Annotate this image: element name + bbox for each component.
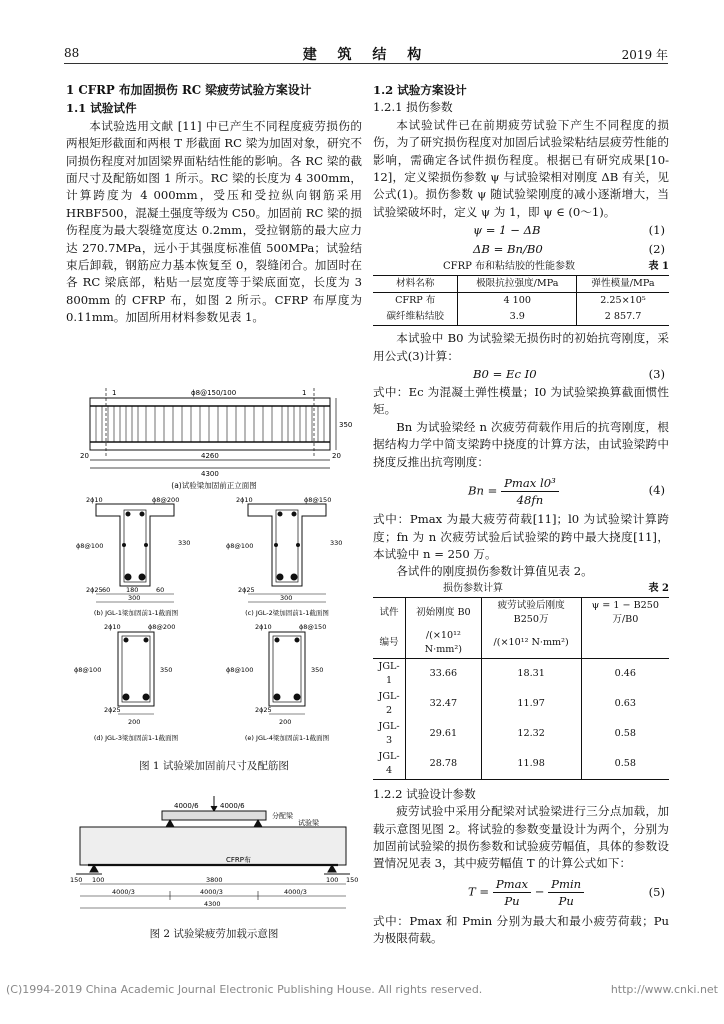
table-title: CFRP 布和粘结胶的性能参数: [443, 261, 576, 273]
dim-label: 350: [311, 666, 324, 674]
paragraph: 本试验选用文献 [11] 中已产生不同程度疲劳损伤的两根矩形截面和两根 T 形截面 RC 梁为加固对象，研究不同损伤程度对加固梁界面粘结性能的影响。各 RC 梁的截面尺寸及配筋如图 1 所示。RC 梁的长度为 4 300mm，计算跨度为 4 000mm，受压和受拉纵向钢筋采用 HRBF500，混凝土强度等级为 C50。加固前 RC 梁的损伤程度为最大裂缝宽度达 0.2mm，受拉钢筋的最大应力达 270.7MPa，远小于其强度标准值 500MPa；试验结束后卸载，钢筋应力基本恢复至 0，裂缝闭合。加固时在各 RC 梁底部，粘贴一层宽度等于梁底面宽，长度为 3 800mm 的 CFRP 布，如图 2 所示。CFRP 布厚度为 0.11mm。加固所用材料参数见表 1。: [66, 118, 362, 325]
dim-label: 200: [279, 718, 292, 726]
running-header: [64, 44, 668, 64]
operator: −: [534, 884, 545, 899]
table-header: 材料名称: [373, 276, 458, 293]
denominator: 48fn: [516, 492, 544, 507]
equation-2: [373, 240, 669, 259]
table-number: 表 2: [648, 582, 669, 594]
paragraph: Bn 为试验梁经 n 次疲劳荷载作用后的抗弯刚度，根据结构力学中简支梁跨中挠度的计算方法，由试验梁跨中挠度反推出抗弯刚度：: [373, 419, 669, 469]
table-row: JGL-3 29.61 12.32 0.58: [373, 719, 669, 749]
dim-label: 4000/3: [284, 888, 307, 896]
equation-number: (3): [648, 367, 665, 382]
beam-label: 分配梁: [272, 812, 293, 820]
subsubsection-heading: 1.2.2 试验设计参数: [373, 786, 476, 801]
dim-label: 20: [80, 452, 89, 460]
section-heading: 1 CFRP 布加固损伤 RC 梁疲劳试验方案设计: [66, 83, 312, 97]
subsection-heading: 1.1 试验试件: [66, 101, 137, 116]
numerator: Pmax l0³: [501, 475, 559, 492]
fraction: $\frac{Pmin}{Pu}$: [548, 876, 584, 909]
equation-body: ψ = 1 − ΔB: [473, 223, 541, 238]
dim-label: 100: [92, 876, 105, 884]
dim-label: 3800: [206, 876, 223, 884]
dim-label: 350: [339, 421, 353, 429]
dim-label: 60: [102, 586, 111, 594]
dim-label: 100: [326, 876, 339, 884]
paragraph: 本试验试件已在前期疲劳试验下产生不同程度的损伤，为了研究损伤程度对加固后试验梁粘结层疲劳性能的影响，需确定各试件损伤程度。根据已有研究成果[10-12]，定义梁损伤参数 ψ 与试验梁相对刚度 ΔB 有关，见公式(1)。损伤参数 ψ 随试验梁刚度的减小逐渐增大，当试验梁破坏时，定义 ψ 为 1，即 ψ ∈ (0～1)。: [373, 117, 669, 219]
bar-label: 2ϕ25: [86, 586, 103, 594]
page-number: 88: [64, 46, 80, 60]
table-1-title: [373, 259, 669, 275]
stirrup-label: ϕ8@200: [148, 623, 176, 631]
section-e: [269, 632, 305, 714]
subfig-caption: (b) JGL-1梁加固前1-1截面图: [93, 609, 179, 617]
fraction: [501, 475, 559, 508]
table-2: 试件 初始刚度 B0 疲劳试验后刚度 B250万 ψ = 1 − B250万/B0 编号 /(×10¹² N·mm²) /(×10¹² N·mm²) JGL-1 33.66 18.31 0.46 JGL-2 32.47 11.97 0.63 JGL-3 29.61 12.32 0.58 JGL-4 28.78 11.98 0.58: [373, 597, 669, 780]
equation-body: ΔB = Bn/B0: [473, 242, 543, 257]
table-header: 弹性模量/MPa: [577, 276, 669, 293]
figure-2-drawing: [66, 796, 362, 921]
bar-label: ϕ8@100: [74, 666, 102, 674]
dim-label: 4300: [201, 470, 219, 478]
dim-label: 300: [280, 594, 293, 602]
issue-year: 2019 年: [621, 48, 668, 62]
equation-number: (1): [648, 223, 665, 238]
dim-label: 4000/3: [200, 888, 223, 896]
paragraph: 式中：Pmax 为最大疲劳荷载[11]；l0 为试验梁计算跨度；fn 为 n 次疲劳试验后试验梁的跨中最大挠度[11]，本试验中 n = 250 万。: [373, 512, 669, 561]
website-link[interactable]: http://www.cnki.net: [610, 983, 718, 996]
bar-label: ϕ8@100: [226, 666, 254, 674]
section-d: [118, 632, 154, 714]
dim-label: 20: [332, 452, 341, 460]
equation-number: (4): [648, 483, 665, 498]
stirrup-label: ϕ8@150: [304, 496, 332, 504]
figure-2-caption: 图 2 试验梁疲劳加载示意图: [149, 928, 279, 940]
dim-label: 200: [128, 718, 141, 726]
paragraph: 各试件的刚度损伤参数计算值见表 2。: [396, 564, 593, 579]
load-label: 4000/6: [174, 802, 199, 810]
copyright-footer: [0, 983, 724, 996]
dim-label: 4260: [201, 452, 219, 460]
section-mark: 1: [112, 389, 117, 397]
copyright-text: (C)1994-2019 China Academic Journal Electronic Publishing House. All rights reserved.: [6, 983, 483, 996]
table-row: CFRP 布 4 100 2.25×10⁵: [373, 293, 669, 310]
subsubsection-heading: 1.2.1 损伤参数: [373, 100, 453, 115]
table-1: [373, 275, 669, 326]
paragraph: 式中：Pmax 和 Pmin 分别为最大和最小疲劳荷载；Pu 为极限荷载。: [373, 913, 669, 946]
subfig-caption: (c) JGL-2梁加固前1-1截面图: [245, 609, 329, 617]
bar-label: 2ϕ25: [255, 706, 272, 714]
left-column: [66, 82, 362, 327]
equation-number: (2): [648, 242, 665, 257]
stirrup-label: ϕ8@150/100: [191, 389, 237, 397]
section-mark: 1: [302, 389, 307, 397]
equation-1: [373, 221, 669, 240]
equation-number: (5): [648, 885, 665, 900]
load-label: 4000/6: [220, 802, 245, 810]
bar-label: ϕ8@100: [226, 542, 254, 550]
figure-1: [66, 380, 362, 775]
paragraph: 式中：Ec 为混凝土弹性模量；I0 为试验梁换算截面惯性矩。: [373, 385, 669, 417]
subsection-heading: 1.2 试验方案设计: [373, 83, 467, 97]
cfrp-label: CFRP布: [226, 856, 251, 864]
figure-1-drawing: [66, 380, 362, 775]
bar-label: 2ϕ10: [236, 496, 253, 504]
journal-name: 建 筑 结 构: [302, 47, 430, 63]
stirrup-label: ϕ8@200: [152, 496, 180, 504]
subfig-caption: (a)试验梁加固前正立面图: [171, 481, 257, 490]
bar-label: ϕ8@100: [76, 542, 104, 550]
bar-label: 2ϕ10: [255, 623, 272, 631]
dim-label: 330: [178, 539, 191, 547]
section-c: [248, 504, 326, 602]
table-header: 极限抗拉强度/MPa: [458, 276, 577, 293]
equation-4: [373, 471, 669, 511]
equation-lhs: T =: [468, 884, 490, 899]
table-number: 表 1: [648, 261, 669, 273]
subfig-caption: (e) JGL-4梁加固前1-1截面图: [244, 734, 330, 742]
distribution-beam: [162, 811, 266, 820]
test-beam: [80, 827, 346, 865]
dim-label: 180: [126, 586, 139, 594]
beam-label: 试验梁: [298, 819, 319, 827]
table-2-title: [373, 581, 669, 597]
table-row: 碳纤维粘结胶 3.9 2 857.7: [373, 309, 669, 326]
stirrup-label: ϕ8@150: [299, 623, 327, 631]
dim-label: 150: [346, 876, 359, 884]
figure-2: [66, 796, 362, 956]
table-row: JGL-4 28.78 11.98 0.58: [373, 749, 669, 780]
table-title: 损伤参数计算: [443, 582, 503, 594]
dim-label: 4000/3: [112, 888, 135, 896]
paragraph: 本试验中 B0 为试验梁无损伤时的初始抗弯刚度，采用公式(3)计算：: [373, 331, 669, 363]
equation-5: [373, 873, 669, 913]
paragraph: 疲劳试验中采用分配梁对试验梁进行三分点加载，加载示意图见图 2。将试验的参数变量设计为两个，分别为加固前试验梁的损伤参数和试验疲劳幅值，具体的参数设置情况见表 3，其中疲劳幅值 T 的计算公式如下：: [373, 804, 669, 871]
subfig-caption: (d) JGL-3梁加固前1-1截面图: [93, 734, 179, 742]
fraction: $\frac{Pmax}{Pu}$: [493, 876, 531, 909]
equation-lhs: Bn =: [468, 483, 498, 498]
bar-label: 2ϕ25: [238, 586, 255, 594]
bar-label: 2ϕ10: [104, 623, 121, 631]
dim-label: 350: [160, 666, 173, 674]
dim-label: 60: [156, 586, 165, 594]
table-row: JGL-1 33.66 18.31 0.46: [373, 658, 669, 689]
figure-1-caption: 图 1 试验梁加固前尺寸及配筋图: [139, 760, 289, 772]
stirrups-elevation: [96, 406, 324, 442]
dim-label: 300: [128, 594, 141, 602]
equation-body: B0 = Ec I0: [473, 367, 537, 382]
bar-label: 2ϕ25: [104, 706, 121, 714]
equation-3: [373, 365, 669, 384]
dim-label: 330: [330, 539, 343, 547]
dim-label: 150: [70, 876, 83, 884]
table-row: JGL-2 32.47 11.97 0.63: [373, 689, 669, 719]
dim-label: 4300: [204, 900, 221, 908]
right-column: [373, 82, 669, 948]
bar-label: 2ϕ10: [86, 496, 103, 504]
